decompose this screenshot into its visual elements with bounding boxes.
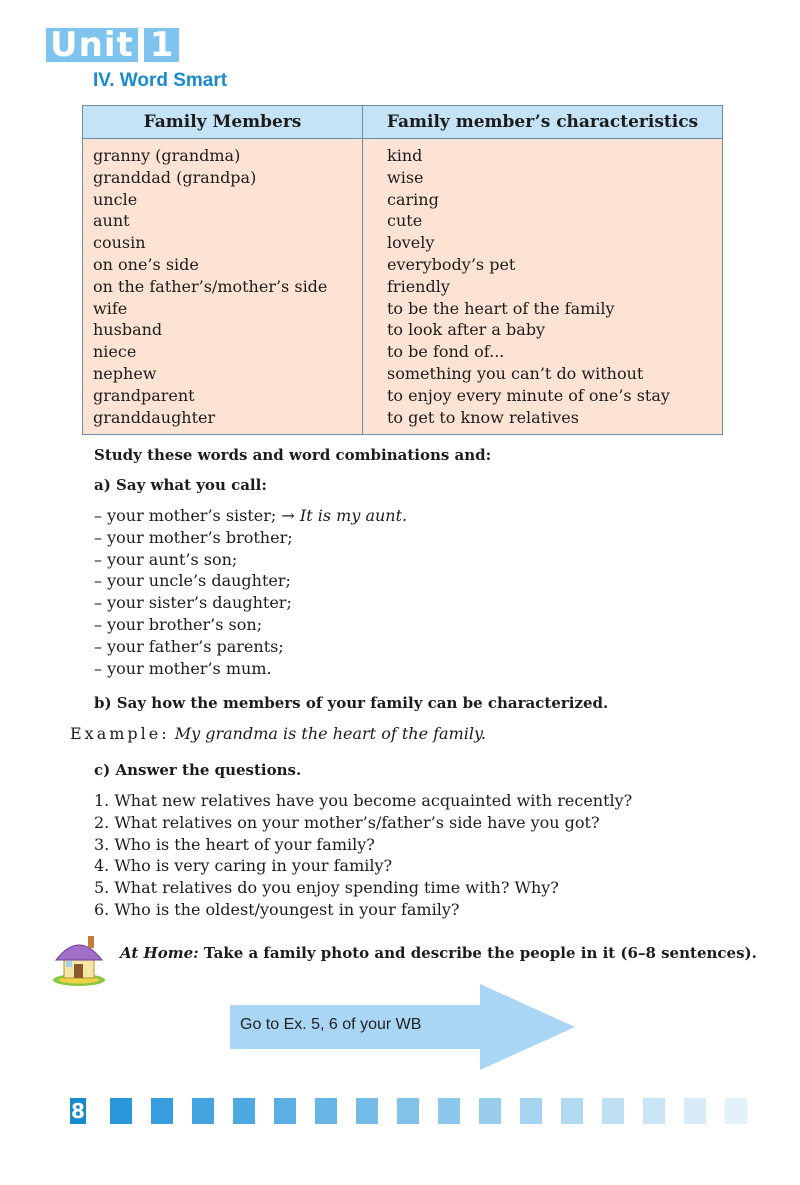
list-item: – your aunt’s son; [94,549,238,569]
decorative-square [233,1098,255,1124]
decorative-square [602,1098,624,1124]
list-item: – your mother’s brother; [94,527,293,547]
decorative-square [397,1098,419,1124]
task-a-first-example: It is my aunt. [299,506,408,525]
family-member-item: granddad (grandpa) [93,167,257,187]
decorative-square [520,1098,542,1124]
question-item: 3. Who is the heart of your family? [94,834,375,854]
decorative-square [315,1098,337,1124]
members-list [93,145,352,428]
family-member-item: granddaughter [93,407,216,427]
characteristic-item: to be fond of... [387,342,505,362]
members-column [83,139,363,435]
task-a-first-item: – your mother’s sister; → [94,506,300,525]
decorative-square [684,1098,706,1124]
list-item: – your mother’s mum. [94,658,272,678]
characteristic-item: to look after a baby [387,320,546,340]
family-member-item: on the father’s/mother’s side [93,276,328,296]
question-item: 5. What relatives do you enjoy spending time with? Why? [94,878,559,898]
family-member-item: grandparent [93,385,195,405]
characteristic-item: everybody’s pet [387,254,516,274]
decorative-squares [110,1098,747,1124]
list-item: – your father’s parents; [94,636,284,656]
family-member-item: uncle [93,189,138,209]
header-characteristics: Family member’s characteristics [363,106,723,139]
unit-number: 1 [144,28,180,62]
question-item: 1. What new relatives have you become acquainted with recently? [94,791,633,810]
decorative-square [274,1098,296,1124]
instruction: Study these words and word combinations and: [94,446,492,464]
list-item: – your uncle’s daughter; [94,571,291,591]
family-member-item: nephew [93,363,157,383]
list-item [94,505,407,527]
question-item: 6. Who is the oldest/youngest in your family? [94,899,460,919]
decorative-square [438,1098,460,1124]
question-item: 4. Who is very caring in your family? [94,856,393,876]
house-icon [50,930,108,988]
family-member-item: wife [93,298,128,318]
example-line [70,724,486,743]
characteristic-item: kind [387,146,423,165]
list-item: – your sister’s daughter; [94,593,292,613]
characteristics-column [363,139,723,435]
characteristic-item: to enjoy every minute of one’s stay [387,385,670,405]
characteristic-item: something you can’t do without [387,363,644,383]
task-a-list-wrapper [94,505,407,679]
question-item: 2. What relatives on your mother’s/father’s side have you got? [94,812,600,832]
decorative-square [725,1098,747,1124]
characteristics-list [387,145,712,428]
decorative-square [561,1098,583,1124]
task-a-list [94,505,407,679]
homework-task [120,944,757,962]
task-b-heading: b) Say how the members of your family can be characterized. [94,694,609,712]
characteristic-item: lovely [387,233,435,253]
family-member-item: cousin [93,233,146,253]
family-member-item: aunt [93,211,130,231]
characteristic-item: wise [387,167,424,187]
word-table [82,105,723,435]
task-c-list-wrapper [94,790,632,921]
characteristic-item: friendly [387,276,450,296]
page-number: 8 [71,1099,85,1123]
homework-text: Take a family photo and describe the people in it (6–8 sentences). [198,944,757,962]
decorative-square [110,1098,132,1124]
characteristic-item: to get to know relatives [387,407,579,427]
task-a-heading: a) Say what you call: [94,476,267,494]
family-member-item: granny (grandma) [93,146,241,165]
decorative-square [643,1098,665,1124]
example-text: My grandma is the heart of the family. [174,724,486,743]
section-title: IV. Word Smart [93,70,228,91]
unit-badge [46,25,179,65]
unit-label: Unit [46,28,138,62]
decorative-square [356,1098,378,1124]
header-family-members: Family Members [83,106,363,139]
decorative-square [151,1098,173,1124]
task-c-list [94,790,632,921]
characteristic-item: caring [387,189,439,209]
example-label: Example: [70,724,170,743]
workbook-reference: Go to Ex. 5, 6 of your WB [240,1016,422,1033]
decorative-square [192,1098,214,1124]
decorative-square [479,1098,501,1124]
characteristic-item: to be the heart of the family [387,298,615,318]
list-item: – your brother’s son; [94,614,263,634]
homework-label: At Home: [120,944,199,962]
family-member-item: niece [93,342,137,362]
characteristic-item: cute [387,211,423,231]
family-member-item: on one’s side [93,254,199,274]
task-c-heading: c) Answer the questions. [94,761,302,779]
family-member-item: husband [93,320,163,340]
